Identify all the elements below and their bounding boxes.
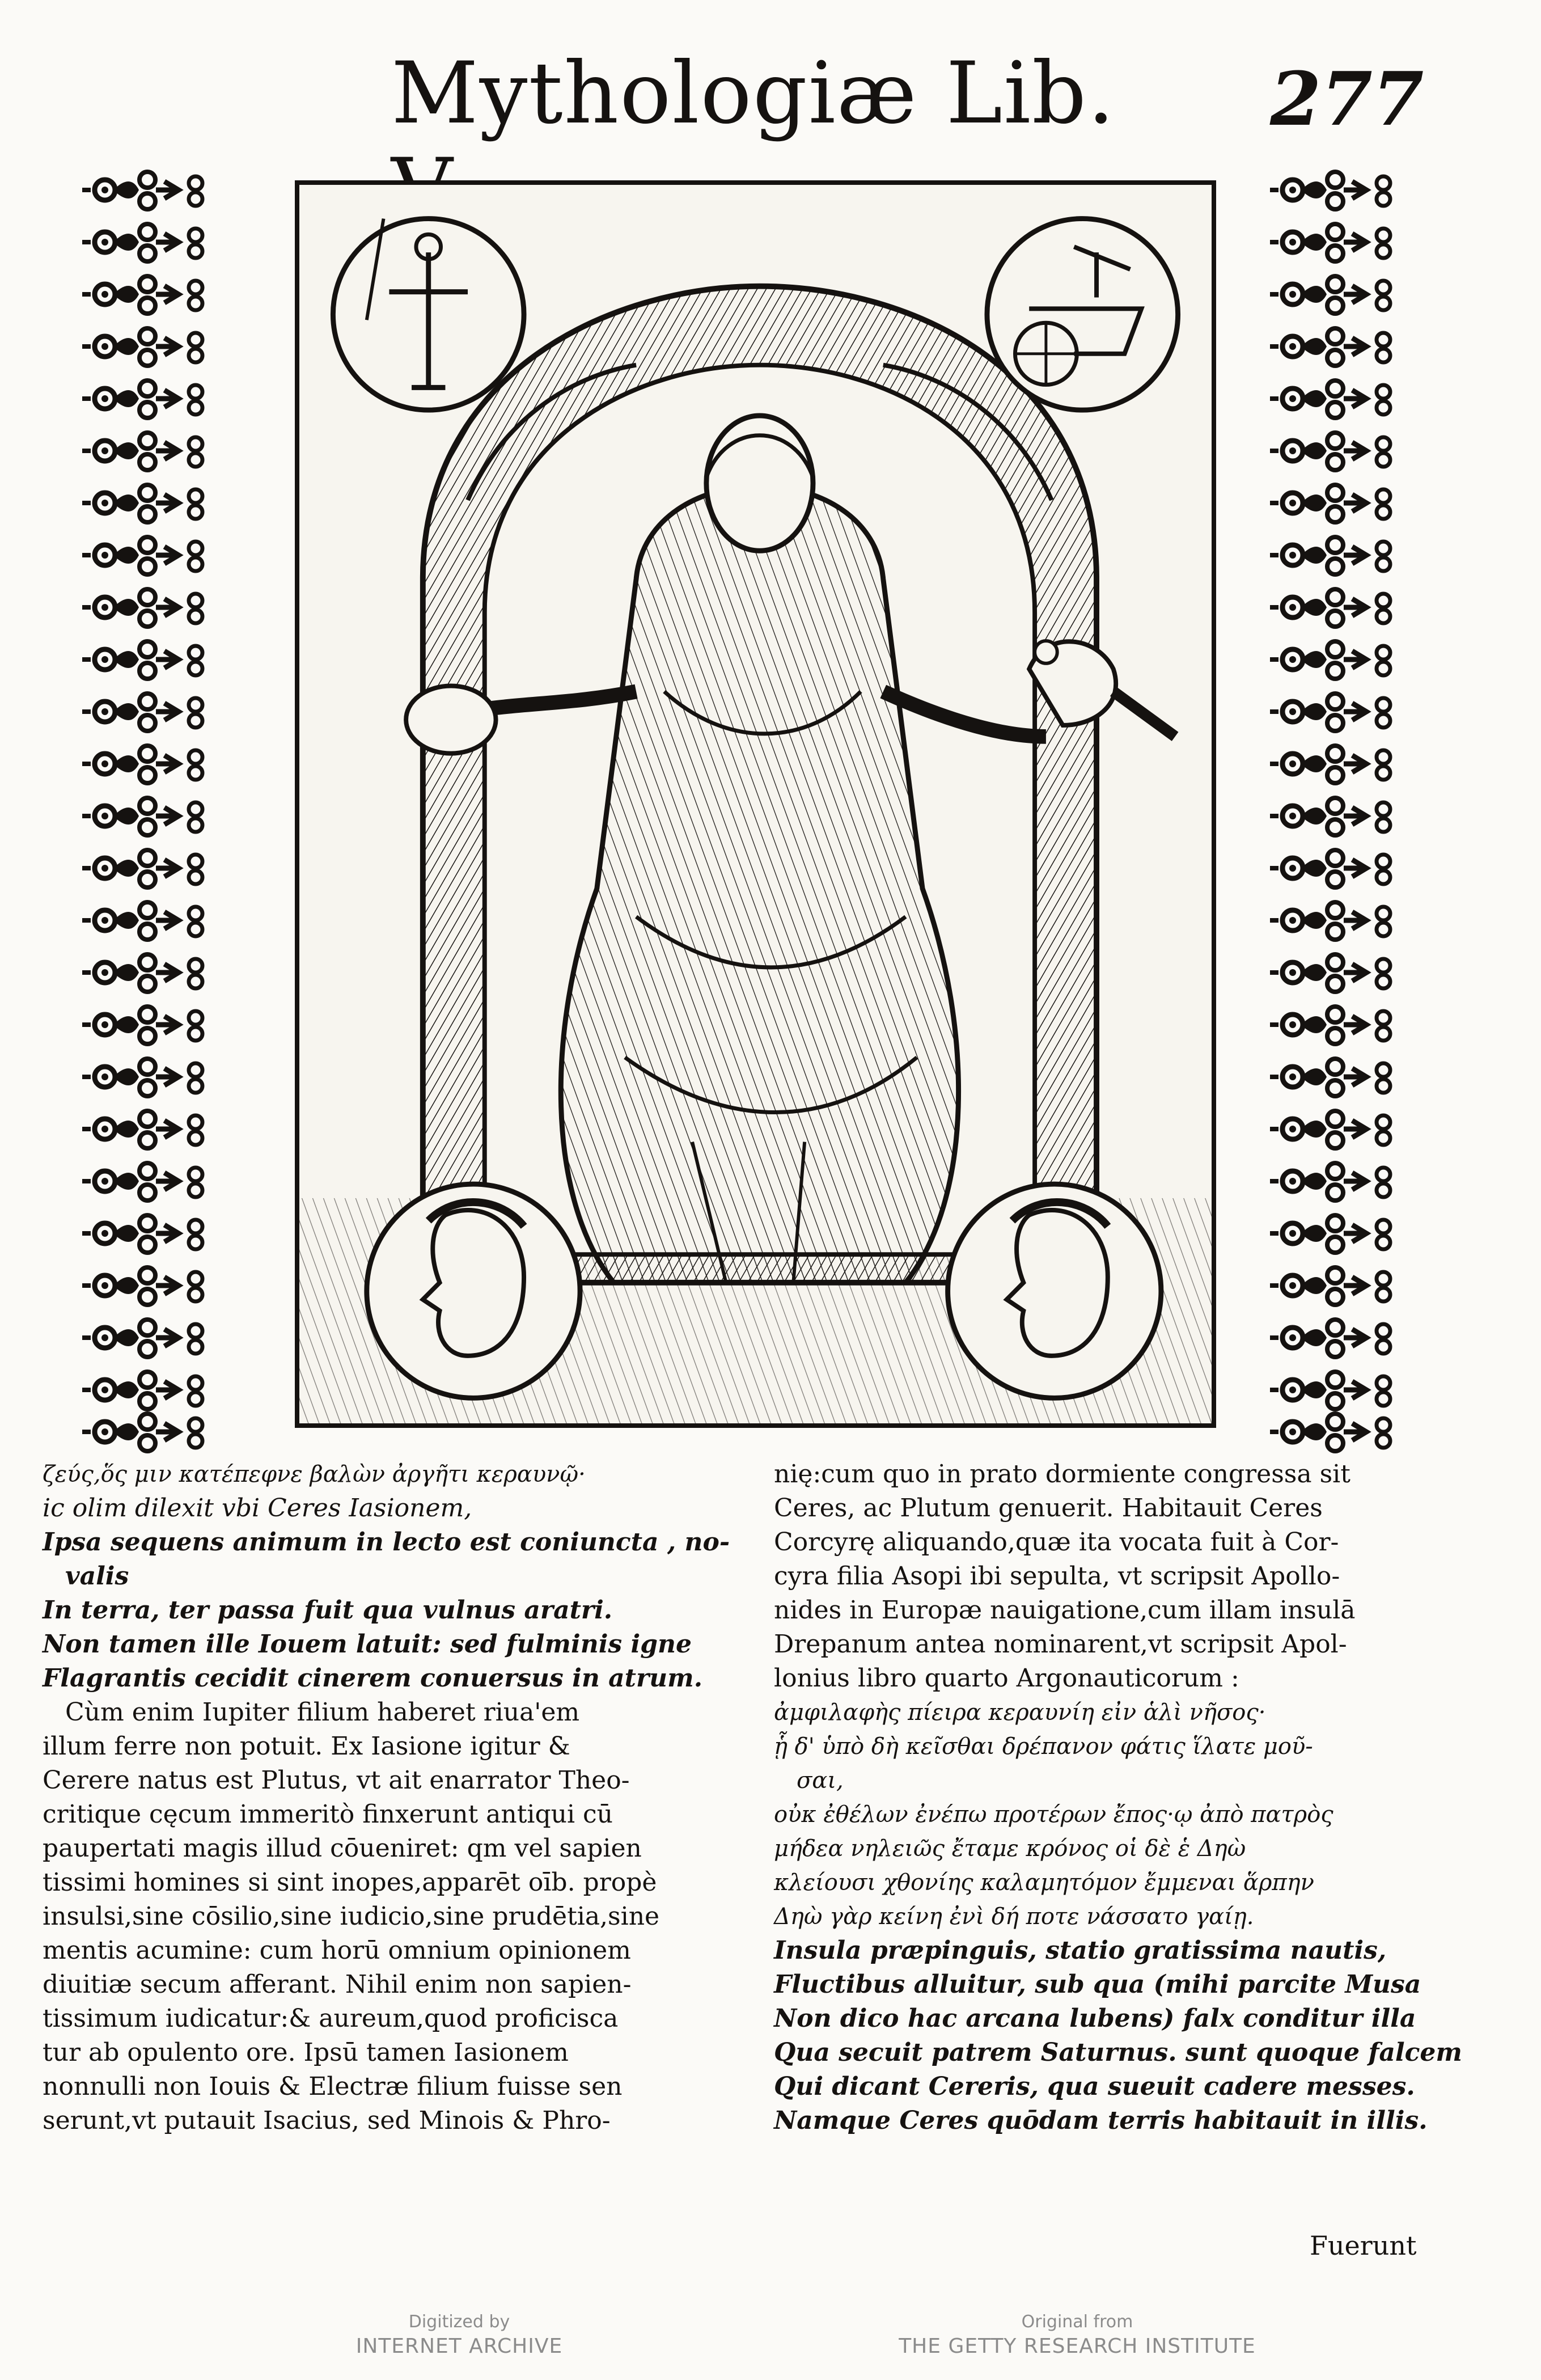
text-line: valis — [65, 1562, 129, 1591]
text-line: Corcyrę aliquando,quæ ita vocata fuit à Cor- — [774, 1528, 1339, 1557]
internet-archive-label: INTERNET ARCHIVE — [355, 2335, 563, 2358]
text-line: Qua secuit patrem Saturnus. sunt quoque falcem — [774, 2038, 1462, 2067]
text-line: tissimum iudicatur:& aureum,quod proficisca — [43, 2004, 619, 2033]
text-line: nides in Europæ nauigatione,cum illam insulā — [774, 1596, 1356, 1625]
text-line: ἀμφιλαφὴς πίειρα κεραυνίη εἰν ἁλὶ νῆσος· — [774, 1700, 1266, 1726]
text-line: tissimi homines si sint inopes,apparēt oīb. propè — [43, 1868, 657, 1897]
text-line: κλείουσι χθονίης καλαμητόμον ἔμμεναι ἅρπην — [774, 1870, 1314, 1896]
original-from-label: Original from — [1021, 2312, 1133, 2332]
text-line: Non tamen ille Iouem latuit: sed fulminis igne — [43, 1630, 692, 1659]
text-line: Insula præpinguis, statio gratissima nautis, — [774, 1936, 1387, 1965]
medallion-bottom-right — [948, 1184, 1161, 1398]
medallion-bottom-left — [367, 1184, 580, 1398]
text-line: Drepanum antea nominarent,vt scripsit Apol- — [774, 1630, 1347, 1659]
text-line: diuitiæ secum afferant. Nihil enim non sapien- — [43, 1970, 632, 1999]
medallion-top-right — [987, 219, 1178, 411]
text-line: Ceres, ac Plutum genuerit. Habitauit Ceres — [774, 1494, 1323, 1523]
text-line: Δηὼ γὰρ κείνη ἐνὶ δή ποτε νάσσατο γαίῃ. — [774, 1904, 1254, 1930]
catchword: Fuerunt — [1310, 2230, 1417, 2261]
text-line: nonnulli non Iouis & Electræ filium fuisse sen — [43, 2072, 623, 2101]
digitized-by-credit — [323, 2311, 595, 2360]
text-line: μήδεα νηλειῶς ἔταμε κρόνος οἱ δὲ ἑ Δηὼ — [774, 1836, 1246, 1862]
text-line: σαι, — [797, 1768, 844, 1794]
text-line: illum ferre non potuit. Ex Iasione igitur & — [43, 1732, 570, 1761]
text-line: critique cęcum immeritò finxerunt antiqui cū — [43, 1800, 613, 1829]
left-ornamental-border — [79, 167, 227, 1455]
original-from-credit — [862, 2311, 1293, 2360]
getty-institute-label: THE GETTY RESEARCH INSTITUTE — [899, 2335, 1256, 2358]
text-line: ᾗ δ' ὑπὸ δὴ κεῖσθαι δρέπανον φάτις ἵλατε μοῦ- — [774, 1734, 1313, 1760]
page-number: 277 — [1270, 56, 1424, 142]
woodcut-illustration — [295, 180, 1216, 1428]
medallion-top-left — [333, 219, 524, 411]
text-line: lonius libro quarto Argonauticorum : — [774, 1664, 1239, 1693]
text-line: tur ab opulento ore. Ipsū tamen Iasionem — [43, 2038, 569, 2067]
left-text-column — [43, 1457, 730, 2138]
text-line: nię:cum quo in prato dormiente congressa sit — [774, 1460, 1351, 1489]
text-line: Qui dicant Cereris, qua sueuit cadere messes. — [774, 2072, 1415, 2101]
text-line: mentis acumine: cum horū omnium opinionem — [43, 1936, 631, 1965]
text-line: ζεύς,ὅς μιν κατέπεφνε βαλὼν ἀργῆτι κεραυνῷ· — [43, 1461, 586, 1487]
text-line: paupertati magis illud cōueniret: qm vel sapien — [43, 1834, 642, 1863]
text-line: Cerere natus est Plutus, vt ait enarrator Theo- — [43, 1766, 630, 1795]
page-title: Mythologiæ Lib. — [391, 44, 1116, 143]
text-line: Namque Ceres quōdam terris habitauit in illis. — [774, 2106, 1428, 2135]
right-text-column — [774, 1457, 1462, 2138]
text-line: οὐκ ἐθέλων ἐνέπω προτέρων ἔπος·ῳ ἀπὸ πατρὸς — [774, 1802, 1333, 1828]
text-line: Cùm enim Iupiter filium haberet riua'em — [65, 1698, 580, 1727]
right-ornamental-border — [1267, 167, 1415, 1455]
text-line: serunt,vt putauit Isacius, sed Minois & Phro- — [43, 2106, 611, 2135]
text-line: In terra, ter passa fuit qua vulnus aratri. — [43, 1596, 613, 1625]
text-line: Non dico hac arcana lubens) falx conditur illa — [774, 2004, 1416, 2033]
digitized-by-label: Digitized by — [408, 2312, 510, 2332]
text-line: Flagrantis cecidit cinerem conuersus in atrum. — [43, 1664, 703, 1693]
text-line: ic olim dilexit vbi Ceres Iasionem, — [43, 1494, 472, 1523]
text-line: Fluctibus alluitur, sub qua (mihi parcite Musa — [774, 1970, 1421, 1999]
text-line: cyra filia Asopi ibi sepulta, vt scripsit Apollo- — [774, 1562, 1340, 1591]
text-line: insulsi,sine cōsilio,sine iudicio,sine prudētia,sine — [43, 1902, 660, 1931]
text-line: Ipsa sequens animum in lecto est coniuncta , no- — [43, 1528, 730, 1557]
